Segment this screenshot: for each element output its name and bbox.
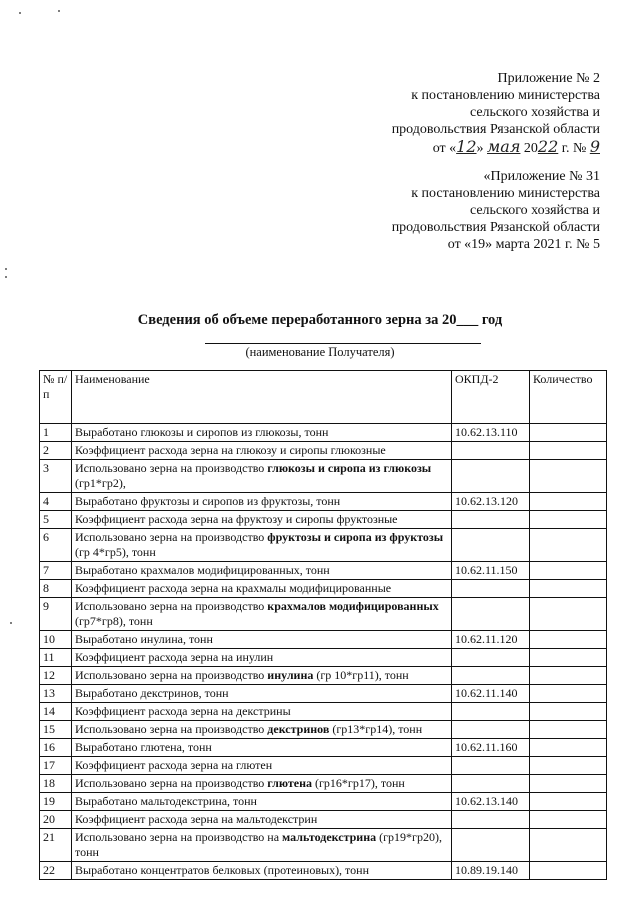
handwritten-day: 12 [456, 137, 477, 156]
table-row [40, 757, 607, 775]
row-name-bold-part: глюкозы и сиропа из глюкозы [267, 461, 432, 475]
row-name-part: Использовано зерна на производство на [75, 830, 283, 844]
table-row [40, 631, 607, 649]
row-quantity-cell[interactable] [530, 631, 607, 649]
row-number: 11 [40, 649, 72, 667]
row-name-part: Коэффициент расхода зерна на глютен [75, 758, 273, 772]
row-number: 20 [40, 811, 72, 829]
row-quantity-cell[interactable] [530, 442, 607, 460]
row-okpd [452, 460, 530, 493]
row-name-part: Выработано инулина, тонн [75, 632, 213, 646]
table-row [40, 775, 607, 793]
row-name [72, 580, 452, 598]
row-okpd [452, 811, 530, 829]
row-name [72, 598, 452, 631]
table-row [40, 703, 607, 721]
row-number: 12 [40, 667, 72, 685]
row-okpd [452, 529, 530, 562]
row-name-part: Коэффициент расхода зерна на фруктозу и сиропы фруктозные [75, 512, 398, 526]
row-number: 2 [40, 442, 72, 460]
row-quantity-cell[interactable] [530, 667, 607, 685]
row-number: 5 [40, 511, 72, 529]
row-number: 13 [40, 685, 72, 703]
row-name [72, 562, 452, 580]
row-okpd [452, 649, 530, 667]
row-name [72, 460, 452, 493]
row-name-part: Использовано зерна на производство [75, 668, 268, 682]
row-name-bold-part: фруктозы и сиропа из фруктозы [267, 530, 444, 544]
table-row [40, 493, 607, 511]
row-number: 1 [40, 424, 72, 442]
row-okpd: 10.62.11.150 [452, 562, 530, 580]
table-row [40, 529, 607, 562]
recipient-name-line [205, 343, 481, 344]
row-okpd: 10.62.13.110 [452, 424, 530, 442]
table-row [40, 442, 607, 460]
row-name-bold-part: декстринов [267, 722, 330, 736]
row-okpd [452, 442, 530, 460]
row-name-part: Коэффициент расхода зерна на крахмалы модифицированные [75, 581, 392, 595]
row-number: 7 [40, 562, 72, 580]
row-name-part: Использовано зерна на производство [75, 461, 268, 475]
row-name-part: Выработано глютена, тонн [75, 740, 212, 754]
row-name-part: (гр1*гр2), [75, 476, 126, 490]
row-number: 18 [40, 775, 72, 793]
row-name-part: Выработано декстринов, тонн [75, 686, 229, 700]
table-row [40, 721, 607, 739]
row-quantity-cell[interactable] [530, 703, 607, 721]
appendix-current-line1: Приложение № 2 [497, 71, 600, 86]
appendix-current-line4: продовольствия Рязанской области [391, 122, 600, 137]
row-name [72, 442, 452, 460]
scan-speck [5, 276, 7, 278]
row-name [72, 829, 452, 862]
row-quantity-cell[interactable] [530, 862, 607, 880]
row-number: 19 [40, 793, 72, 811]
table-row [40, 829, 607, 862]
row-name [72, 811, 452, 829]
row-number: 9 [40, 598, 72, 631]
table-row [40, 667, 607, 685]
row-quantity-cell[interactable] [530, 685, 607, 703]
row-name-part: (гр 4*гр5), тонн [75, 545, 156, 559]
appendix-original-line4: продовольствия Рязанской области [391, 220, 600, 235]
appendix-current-line3: сельского хозяйства и [469, 105, 600, 120]
row-name-part: Выработано мальтодекстрина, тонн [75, 794, 257, 808]
table-body [40, 424, 607, 880]
header-name: Наименование [72, 371, 452, 424]
row-name-part: Выработано глюкозы и сиропов из глюкозы, тонн [75, 425, 329, 439]
row-name-part: Коэффициент расхода зерна на инулин [75, 650, 274, 664]
table-row [40, 424, 607, 442]
row-okpd: 10.62.11.120 [452, 631, 530, 649]
header-okpd: ОКПД-2 [452, 371, 530, 424]
row-name-part: Выработано фруктозы и сиропов из фруктозы, тонн [75, 494, 341, 508]
row-okpd [452, 598, 530, 631]
row-name [72, 757, 452, 775]
row-number: 22 [40, 862, 72, 880]
row-quantity-cell[interactable] [530, 757, 607, 775]
scan-speck [19, 12, 21, 14]
table-row [40, 739, 607, 757]
row-okpd [452, 703, 530, 721]
row-name [72, 703, 452, 721]
row-name-part: Коэффициент расхода зерна на декстрины [75, 704, 291, 718]
row-name-bold-part: инулина [267, 668, 314, 682]
row-quantity-cell[interactable] [530, 739, 607, 757]
row-number: 21 [40, 829, 72, 862]
row-quantity-cell[interactable] [530, 424, 607, 442]
appendix-original-line5: от «19» марта 2021 г. № 5 [447, 237, 600, 252]
table-header-row [40, 371, 607, 424]
row-number: 15 [40, 721, 72, 739]
row-quantity-cell[interactable] [530, 793, 607, 811]
row-quantity-cell[interactable] [530, 562, 607, 580]
row-name-part: (гр7*гр8), тонн [75, 614, 153, 628]
row-name-part: Коэффициент расхода зерна на мальтодекстрин [75, 812, 318, 826]
row-name-part: (гр16*гр17), тонн [312, 776, 405, 790]
header-quantity: Количество [530, 371, 607, 424]
row-name [72, 685, 452, 703]
row-name-part: Выработано крахмалов модифицированных, тонн [75, 563, 330, 577]
row-number: 3 [40, 460, 72, 493]
row-okpd: 10.62.13.120 [452, 493, 530, 511]
row-name-bold-part: мальтодекстрина [282, 830, 377, 844]
row-number: 4 [40, 493, 72, 511]
row-okpd: 10.62.11.140 [452, 685, 530, 703]
row-name-part: (гр13*гр14), тонн [329, 722, 423, 736]
row-number: 6 [40, 529, 72, 562]
row-name-part: Коэффициент расхода зерна на глюкозу и сиропы глюкозные [75, 443, 386, 457]
row-number: 14 [40, 703, 72, 721]
row-quantity-cell[interactable] [530, 811, 607, 829]
row-quantity-cell[interactable] [530, 649, 607, 667]
appendix-current-line2: к постановлению министерства [411, 88, 600, 103]
row-quantity-cell[interactable] [530, 511, 607, 529]
recipient-caption: (наименование Получателя) [245, 345, 395, 359]
table-row [40, 811, 607, 829]
table-row [40, 685, 607, 703]
row-name-part: Выработано концентратов белковых (протеиновых), тонн [75, 863, 369, 877]
row-name [72, 862, 452, 880]
row-quantity-cell[interactable] [530, 460, 607, 493]
row-name [72, 667, 452, 685]
row-okpd: 10.62.11.160 [452, 739, 530, 757]
row-name-part: (гр19*гр20), тонн [75, 830, 442, 859]
row-number: 16 [40, 739, 72, 757]
row-name [72, 424, 452, 442]
table-row [40, 862, 607, 880]
table-row [40, 460, 607, 493]
row-quantity-cell[interactable] [530, 580, 607, 598]
row-okpd [452, 667, 530, 685]
row-quantity-cell[interactable] [530, 721, 607, 739]
row-name [72, 739, 452, 757]
row-quantity-cell[interactable] [530, 598, 607, 631]
row-name-part: (гр 10*гр11), тонн [313, 668, 409, 682]
row-name-bold-part: глютена [267, 776, 313, 790]
row-name [72, 529, 452, 562]
row-okpd: 10.89.19.140 [452, 862, 530, 880]
row-name-part: Использовано зерна на производство [75, 599, 268, 613]
row-okpd [452, 580, 530, 598]
appendix-original-line1: «Приложение № 31 [483, 169, 600, 184]
grain-processing-table [39, 370, 607, 880]
row-quantity-cell[interactable] [530, 775, 607, 793]
header-num: № п/п [40, 371, 72, 424]
row-quantity-cell[interactable] [530, 529, 607, 562]
scan-speck [10, 622, 12, 624]
appendix-original-header [340, 168, 600, 253]
table-row [40, 793, 607, 811]
row-name [72, 493, 452, 511]
table-row [40, 511, 607, 529]
table-row [40, 562, 607, 580]
table-row [40, 598, 607, 631]
row-name [72, 793, 452, 811]
row-number: 8 [40, 580, 72, 598]
appendix-original-line2: к постановлению министерства [411, 186, 600, 201]
document-title: Сведения об объеме переработанного зерна за 20___ год [137, 312, 503, 328]
row-okpd [452, 829, 530, 862]
table-row [40, 580, 607, 598]
row-okpd [452, 757, 530, 775]
row-name-part: Использовано зерна на производство [75, 776, 268, 790]
row-okpd [452, 721, 530, 739]
row-okpd: 10.62.13.140 [452, 793, 530, 811]
row-name [72, 631, 452, 649]
row-name [72, 511, 452, 529]
row-name-part: Использовано зерна на производство [75, 722, 268, 736]
row-name-bold-part: крахмалов модифицированных [267, 599, 439, 613]
row-quantity-cell[interactable] [530, 829, 607, 862]
appendix-original-line3: сельского хозяйства и [469, 203, 600, 218]
row-name [72, 721, 452, 739]
handwritten-month: мая [487, 137, 521, 156]
row-okpd [452, 511, 530, 529]
row-number: 17 [40, 757, 72, 775]
scan-speck [58, 10, 60, 12]
row-name [72, 775, 452, 793]
handwritten-year: 22 [537, 137, 559, 156]
scan-speck [5, 268, 7, 270]
row-quantity-cell[interactable] [530, 493, 607, 511]
row-okpd [452, 775, 530, 793]
row-name-part: Использовано зерна на производство [75, 530, 268, 544]
table-row [40, 649, 607, 667]
appendix-current-header [340, 70, 600, 157]
appendix-current-date-line: от «12» мая 2022 г. № 9 [432, 137, 600, 156]
row-name [72, 649, 452, 667]
handwritten-number: 9 [589, 137, 600, 156]
row-number: 10 [40, 631, 72, 649]
